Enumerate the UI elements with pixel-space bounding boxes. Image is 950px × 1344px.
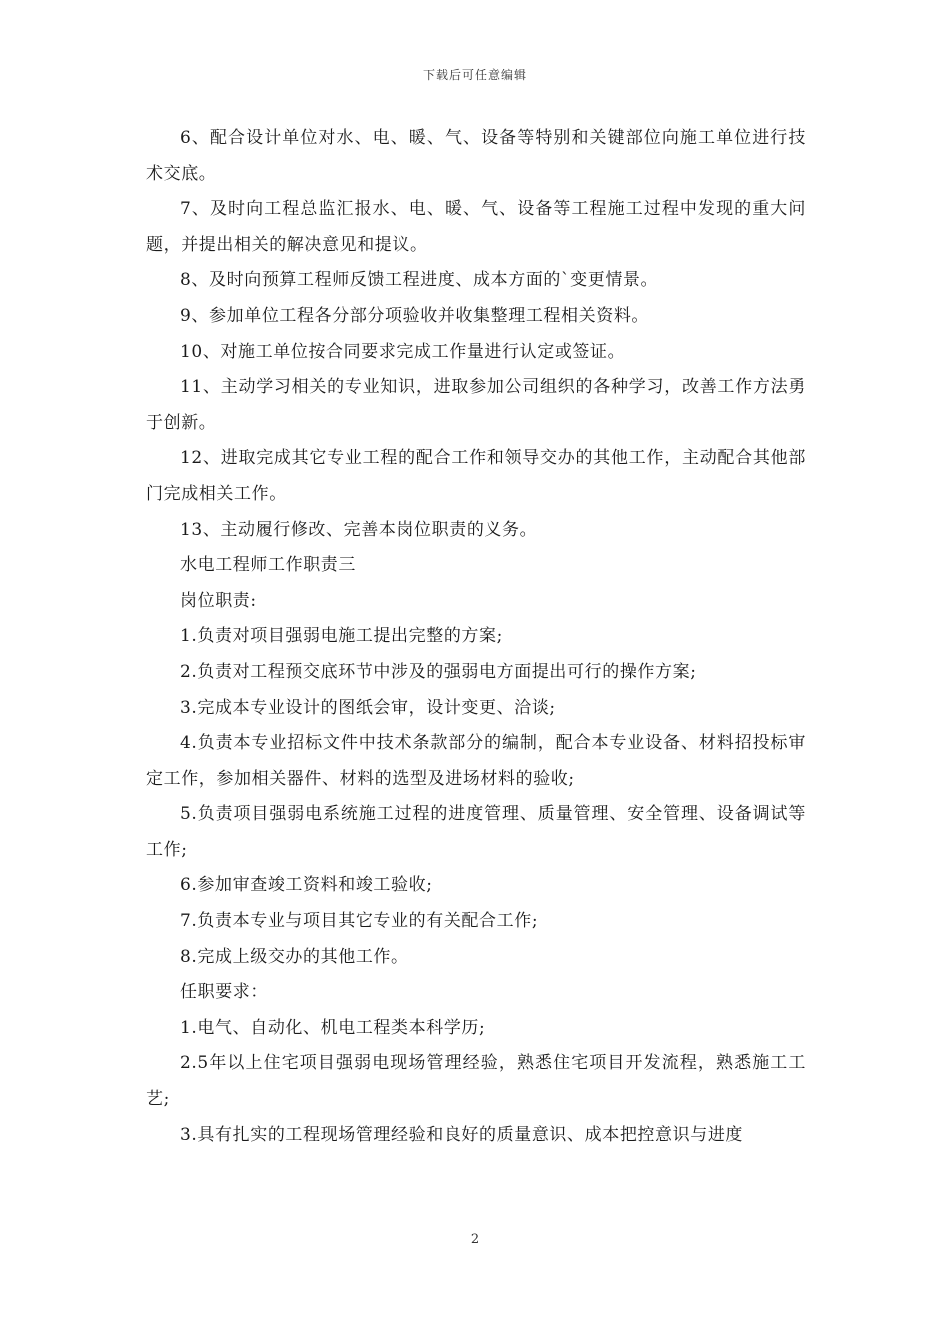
paragraph: 9、参加单位工程各分部分项验收并收集整理工程相关资料。 [180, 305, 650, 326]
paragraph: 10、对施工单位按合同要求完成工作量进行认定或签证。 [180, 341, 626, 362]
list-item: 6.参加审查竣工资料和竣工验收; [180, 875, 433, 896]
list-item: 7.负责本专业与项目其它专业的有关配合工作; [180, 911, 539, 932]
paragraph: 6、配合设计单位对水、电、暖、气、设备等特别和关键部位向施工单位进行技术交底。 [146, 128, 806, 184]
paragraph: 12、进取完成其它专业工程的配合工作和领导交办的其他工作，主动配合其他部门完成相关工作。 [146, 448, 806, 504]
document-body [146, 121, 806, 1153]
paragraph: 7、及时向工程总监汇报水、电、暖、气、设备等工程施工过程中发现的重大问题，并提出相关的解决意见和提议。 [146, 199, 806, 255]
subsection-heading: 岗位职责: [180, 590, 257, 611]
list-item: 5.负责项目强弱电系统施工过程的进度管理、质量管理、安全管理、设备调试等工作; [146, 804, 806, 860]
list-item: 4.负责本专业招标文件中技术条款部分的编制，配合本专业设备、材料招投标审定工作，参加相关器件、材料的选型及进场材料的验收; [146, 733, 806, 789]
paragraph: 13、主动履行修改、完善本岗位职责的义务。 [180, 519, 538, 540]
section-heading: 水电工程师工作职责三 [180, 555, 356, 576]
page-number: 2 [470, 1232, 480, 1247]
page-header-note: 下载后可任意编辑 [422, 68, 527, 82]
subsection-heading: 任职要求： [180, 982, 268, 1003]
list-item: 1.负责对项目强弱电施工提出完整的方案; [180, 626, 503, 647]
paragraph: 8、及时向预算工程师反馈工程进度、成本方面的`变更情景。 [180, 270, 659, 291]
paragraph: 11、主动学习相关的专业知识，进取参加公司组织的各种学习，改善工作方法勇于创新。 [146, 377, 806, 433]
list-item: 2.负责对工程预交底环节中涉及的强弱电方面提出可行的操作方案; [180, 661, 697, 682]
list-item: 3.完成本专业设计的图纸会审，设计变更、洽谈; [180, 697, 556, 718]
list-item: 2.5年以上住宅项目强弱电现场管理经验，熟悉住宅项目开发流程，熟悉施工工艺; [146, 1053, 806, 1110]
list-item: 1.电气、自动化、机电工程类本科学历; [180, 1017, 486, 1038]
list-item: 3.具有扎实的工程现场管理经验和良好的质量意识、成本把控意识与进度 [180, 1124, 744, 1145]
list-item: 8.完成上级交办的其他工作。 [180, 946, 409, 967]
